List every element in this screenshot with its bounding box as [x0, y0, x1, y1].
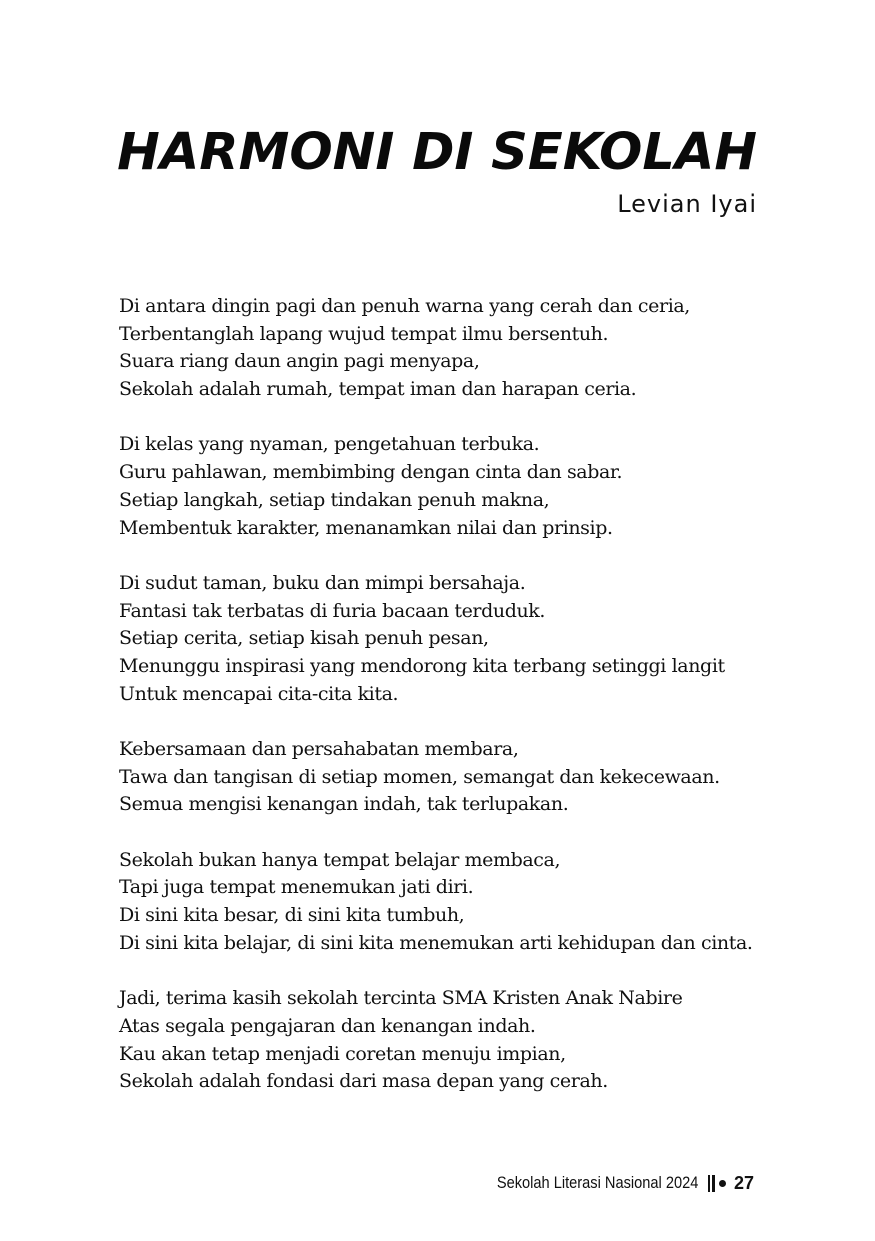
poem-line: Terbentanglah lapang wujud tempat ilmu bersentuh. — [119, 322, 609, 345]
poem-line: Jadi, terima kasih sekolah tercinta SMA Kristen Anak Nabire — [119, 987, 683, 1010]
stanza — [119, 847, 819, 958]
poem-line: Guru pahlawan, membimbing dengan cinta dan sabar. — [119, 461, 623, 484]
dot-icon — [719, 1180, 726, 1187]
stanza — [119, 293, 819, 404]
poem-line: Sekolah bukan hanya tempat belajar membaca, — [119, 848, 561, 871]
bar-icon — [712, 1175, 715, 1192]
poem-title: HARMONI DI SEKOLAH — [117, 123, 757, 182]
poem-body — [119, 293, 819, 1124]
poem-line: Fantasi tak terbatas di furia bacaan terduduk. — [119, 599, 546, 622]
poem-line: Di sini kita besar, di sini kita tumbuh, — [119, 904, 465, 927]
footer-separator-icon — [708, 1175, 726, 1192]
poem-line: Di kelas yang nyaman, pengetahuan terbuka. — [119, 433, 540, 456]
poem-line: Sekolah adalah rumah, tempat iman dan harapan ceria. — [119, 378, 637, 401]
poem-line: Kau akan tetap menjadi coretan menuju impian, — [119, 1042, 566, 1065]
stanza — [119, 985, 819, 1096]
stanza — [119, 736, 819, 819]
stanza — [119, 431, 819, 542]
poem-line: Sekolah adalah fondasi dari masa depan yang cerah. — [119, 1070, 608, 1093]
page-footer — [464, 1171, 754, 1195]
poem-line: Membentuk karakter, menanamkan nilai dan prinsip. — [119, 516, 613, 539]
poem-line: Setiap langkah, setiap tindakan penuh makna, — [119, 488, 550, 511]
poem-line: Setiap cerita, setiap kisah penuh pesan, — [119, 627, 489, 650]
poem-line: Suara riang daun angin pagi menyapa, — [119, 350, 480, 373]
poem-line: Tapi juga tempat menemukan jati diri. — [119, 876, 474, 899]
poem-line: Kebersamaan dan persahabatan membara, — [119, 738, 519, 760]
poem-line: Di antara dingin pagi dan penuh warna yang cerah dan ceria, — [119, 295, 690, 317]
poem-line: Menunggu inspirasi yang mendorong kita terbang setinggi langit — [119, 654, 725, 677]
footer-publication: Sekolah Literasi Nasional 2024 — [496, 1173, 698, 1192]
poem-line: Di sini kita belajar, di sini kita menemukan arti kehidupan dan cinta. — [119, 931, 753, 954]
poem-line: Semua mengisi kenangan indah, tak terlupakan. — [119, 793, 569, 816]
poem-line: Atas segala pengajaran dan kenangan indah. — [119, 1014, 536, 1037]
author-name: Levian Iyai — [617, 190, 757, 218]
poem-line: Untuk mencapai cita-cita kita. — [119, 682, 399, 705]
poem-line: Tawa dan tangisan di setiap momen, semangat dan kekecewaan. — [119, 765, 720, 788]
poem-line: Di sudut taman, buku dan mimpi bersahaja. — [119, 571, 526, 594]
page-number: 27 — [733, 1173, 754, 1193]
stanza — [119, 570, 819, 708]
bar-icon — [708, 1175, 711, 1192]
